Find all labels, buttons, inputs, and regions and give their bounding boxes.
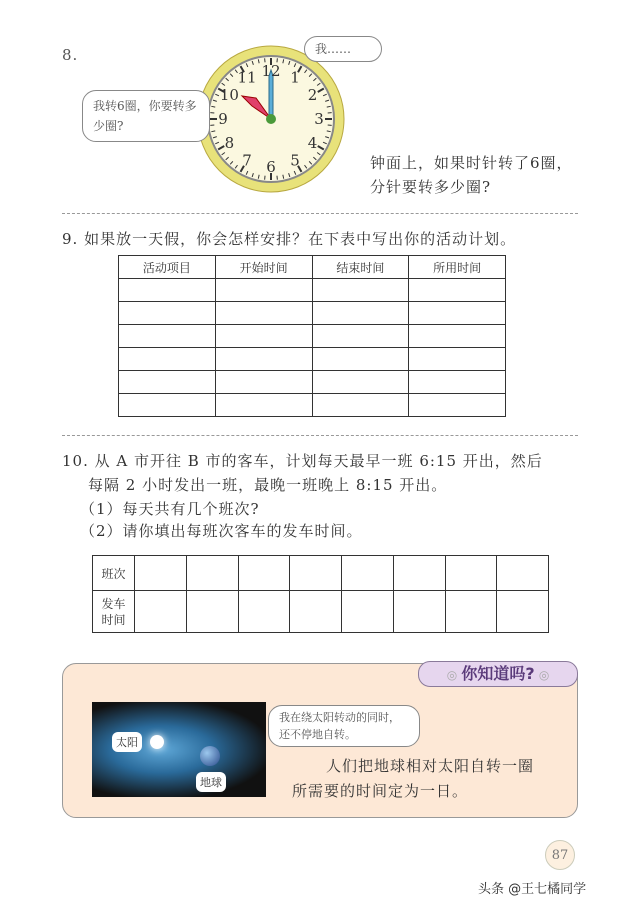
- clock-number: 1: [290, 68, 300, 87]
- activity-plan-table: [118, 255, 506, 417]
- q10-line1: 10. 从 A 市开往 B 市的客车，计划每天最早一班 6:15 开出，然后: [62, 452, 543, 470]
- table-cell[interactable]: [445, 556, 497, 591]
- table-cell[interactable]: [312, 302, 409, 325]
- header-activity: 活动项目: [119, 256, 216, 279]
- table-cell[interactable]: [409, 279, 506, 302]
- table-cell[interactable]: [409, 325, 506, 348]
- table-cell[interactable]: [215, 371, 312, 394]
- table-row: [93, 556, 549, 591]
- table-cell[interactable]: [135, 591, 187, 633]
- table-row: [119, 348, 506, 371]
- divider: [62, 213, 578, 214]
- table-cell[interactable]: [215, 325, 312, 348]
- q8-number: 8.: [62, 46, 79, 64]
- know-text-line1: 人们把地球相对太阳自转一圈: [326, 757, 535, 775]
- sun-label: 太阳: [112, 732, 142, 752]
- table-cell[interactable]: [497, 591, 549, 633]
- table-cell[interactable]: [497, 556, 549, 591]
- q10-sub1: （1）每天共有几个班次?: [80, 500, 260, 518]
- table-cell[interactable]: [342, 591, 394, 633]
- clock-center: [266, 114, 276, 124]
- table-header-row: [119, 256, 506, 279]
- page-number: 87: [545, 840, 575, 870]
- table-cell[interactable]: [393, 556, 445, 591]
- watermark: 头条 @王七橘同学: [478, 882, 587, 897]
- clock-number: 2: [307, 86, 318, 104]
- table-cell[interactable]: [215, 279, 312, 302]
- table-cell[interactable]: [119, 325, 216, 348]
- table-row: [119, 302, 506, 325]
- earth-speech-bubble: 我在绕太阳转动的同时，还不停地自转。: [268, 705, 420, 747]
- header-duration: 所用时间: [409, 256, 506, 279]
- table-cell[interactable]: [119, 371, 216, 394]
- table-row: [119, 394, 506, 417]
- table-cell[interactable]: [238, 591, 290, 633]
- clock-number: 4: [307, 134, 318, 152]
- q8-question-line2: 分针要转多少圈?: [370, 178, 492, 196]
- speech-bubble-hour-hand: 我转6圈，你要转多少圈?: [82, 90, 210, 142]
- clock-number: 11: [237, 68, 257, 87]
- table-cell[interactable]: [312, 325, 409, 348]
- q9-text: 9. 如果放一天假，你会怎样安排？在下表中写出你的活动计划。: [62, 230, 517, 248]
- table-cell[interactable]: [312, 394, 409, 417]
- table-cell[interactable]: [290, 591, 342, 633]
- bus-schedule-table: [92, 555, 549, 633]
- sun-icon: [150, 735, 164, 749]
- table-cell[interactable]: [119, 302, 216, 325]
- table-cell[interactable]: [186, 556, 238, 591]
- table-cell[interactable]: [215, 394, 312, 417]
- clock-number: 7: [242, 151, 252, 170]
- table-row: [119, 325, 506, 348]
- table-cell[interactable]: [409, 348, 506, 371]
- clock-number: 3: [314, 110, 324, 128]
- header-start-time: 开始时间: [215, 256, 312, 279]
- header-end-time: 结束时间: [312, 256, 409, 279]
- table-cell[interactable]: [215, 348, 312, 371]
- table-cell[interactable]: [215, 302, 312, 325]
- table-cell[interactable]: [312, 279, 409, 302]
- table-cell[interactable]: [409, 371, 506, 394]
- clock-number: 6: [266, 158, 276, 176]
- space-image: [92, 702, 266, 797]
- table-cell[interactable]: [186, 591, 238, 633]
- row-label-departure: 发车时间: [93, 591, 135, 633]
- know-text-line2: 所需要的时间定为一日。: [292, 782, 469, 800]
- table-cell[interactable]: [393, 591, 445, 633]
- divider: [62, 435, 578, 436]
- table-cell[interactable]: [135, 556, 187, 591]
- table-cell[interactable]: [445, 591, 497, 633]
- table-cell[interactable]: [119, 348, 216, 371]
- table-row: [119, 371, 506, 394]
- table-cell[interactable]: [312, 348, 409, 371]
- clock-number: 10: [219, 86, 239, 104]
- table-row: [119, 279, 506, 302]
- table-cell[interactable]: [119, 279, 216, 302]
- table-cell[interactable]: [312, 371, 409, 394]
- speech-bubble-minute-hand: 我……: [304, 36, 382, 62]
- table-cell[interactable]: [409, 302, 506, 325]
- did-you-know-badge: ◎ 你知道吗? ◎: [418, 661, 578, 687]
- table-cell[interactable]: [409, 394, 506, 417]
- q10-sub2: （2）请你填出每班次客车的发车时间。: [80, 522, 363, 540]
- earth-icon: [200, 746, 220, 766]
- clock-number: 9: [218, 110, 228, 128]
- clock-number: 12: [261, 62, 281, 80]
- clock-number: 5: [290, 151, 300, 170]
- table-cell[interactable]: [290, 556, 342, 591]
- table-cell[interactable]: [119, 394, 216, 417]
- q8-question-line1: 钟面上，如果时针转了6圈，: [370, 154, 573, 172]
- table-row: [93, 591, 549, 633]
- table-cell[interactable]: [342, 556, 394, 591]
- earth-label: 地球: [196, 772, 226, 792]
- clock-illustration: [196, 44, 346, 194]
- q10-line2: 每隔 2 小时发出一班，最晚一班晚上 8:15 开出。: [88, 476, 448, 494]
- badge-label: 你知道吗?: [461, 664, 535, 683]
- clock-number: 8: [224, 134, 235, 152]
- row-label-trip: 班次: [93, 556, 135, 591]
- table-cell[interactable]: [238, 556, 290, 591]
